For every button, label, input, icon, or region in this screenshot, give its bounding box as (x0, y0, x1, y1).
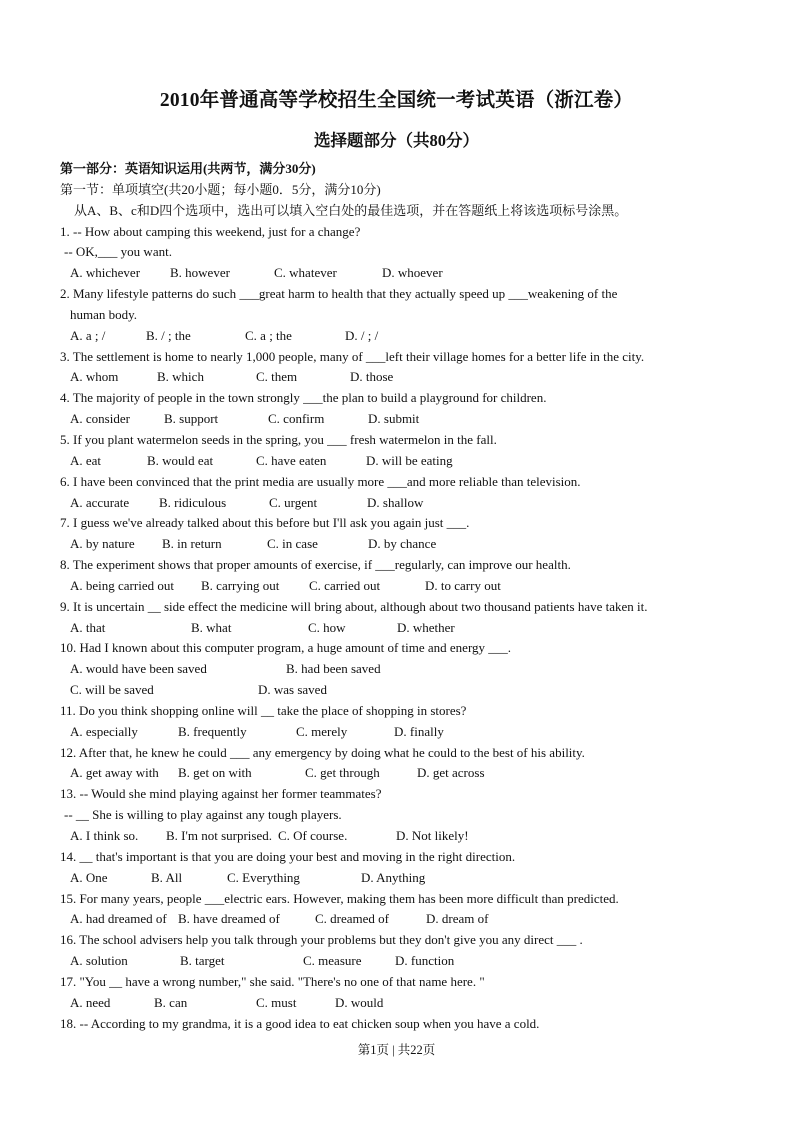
option-item: D. will be eating (366, 452, 453, 468)
option-item: B. frequently (178, 723, 247, 739)
option-row (60, 909, 750, 930)
option-item: C. urgent (269, 494, 318, 510)
question-stem: human body. (70, 306, 138, 322)
option-item: A. eat (70, 452, 102, 468)
option-item: A. accurate (70, 494, 130, 510)
option-item: D. would (335, 994, 384, 1010)
question-stem: 1. -- How about camping this weekend, just for a change? (60, 223, 361, 239)
option-item: B. ridiculous (159, 494, 227, 510)
option-item: C. a ; the (245, 327, 292, 343)
option-item: B. what (191, 619, 232, 635)
option-row (60, 493, 750, 514)
option-item: B. carrying out (201, 577, 280, 593)
page-subtitle: 选择题部分（共80分） (314, 131, 479, 150)
option-item: B. have dreamed of (178, 911, 280, 927)
option-item: A. would have been saved (70, 661, 207, 677)
option-row (60, 868, 750, 889)
section-heading: 第一部分：英语知识运用(共两节，满分30分) (60, 161, 316, 176)
option-item: B. / ; the (146, 327, 191, 343)
option-item: C. get through (305, 765, 380, 781)
option-item: C. have eaten (256, 452, 327, 468)
option-item: D. submit (368, 411, 420, 427)
option-item: D. / ; / (345, 327, 379, 343)
option-item: A. by nature (70, 536, 135, 552)
option-item: A. a ; / (70, 327, 106, 343)
option-item: D. whoever (382, 265, 443, 281)
question-stem: -- __ She is willing to play against any tough players. (64, 807, 342, 823)
question-stem: 6. I have been convinced that the print media are usually more ___and more reliable than television. (60, 473, 581, 489)
question-stem: 3. The settlement is home to nearly 1,000 people, many of ___left their village homes for a better life in the city. (60, 348, 645, 364)
option-row (60, 367, 750, 388)
option-row (60, 263, 750, 284)
option-item: A. consider (70, 411, 130, 427)
question-stem: 9. It is uncertain __ side effect the medicine will bring about, although about two thousand patients have taken it. (60, 598, 648, 614)
option-item: C. merely (296, 723, 348, 739)
subsection-heading: 第一节：单项填空(共20小题；每小题0．5分，满分10分) (60, 181, 381, 197)
questions-container (60, 222, 750, 1035)
option-item: D. shallow (367, 494, 424, 510)
option-row (60, 576, 750, 597)
question-stem: 8. The experiment shows that proper amounts of exercise, if ___regularly, can improve our health. (60, 557, 571, 573)
option-item: B. can (154, 994, 188, 1010)
option-item: B. in return (162, 536, 222, 552)
option-item: B. I'm not surprised. (166, 828, 272, 843)
option-item: A. whom (70, 369, 119, 385)
option-row (60, 659, 750, 680)
question-stem: 10. Had I known about this computer program, a huge amount of time and energy ___. (60, 640, 512, 656)
option-item: B. however (170, 265, 230, 281)
option-item: B. had been saved (286, 661, 381, 677)
option-item: B. target (180, 953, 225, 969)
question-stem: 17. "You __ have a wrong number," she said. "There's no one of that name here. " (60, 973, 485, 989)
option-item: C. confirm (268, 411, 325, 427)
option-item: A. had dreamed of (70, 911, 167, 927)
question-stem: 5. If you plant watermelon seeds in the spring, you ___ fresh watermelon in the fall. (60, 431, 497, 447)
option-row (60, 722, 750, 743)
option-item: B. would eat (147, 452, 214, 468)
option-item: C. measure (303, 953, 362, 969)
option-item: A. get away with (70, 765, 159, 781)
option-row (60, 680, 750, 701)
option-row (60, 326, 750, 347)
option-item: C. dreamed of (315, 911, 390, 927)
page-footer: 第1页 | 共22页 (357, 1043, 436, 1057)
option-item: A. One (70, 869, 108, 885)
option-item: C. must (256, 994, 297, 1010)
question-stem: 2. Many lifestyle patterns do such ___great harm to health that they actually speed up ___weakening of the (60, 286, 618, 302)
option-row (60, 451, 750, 472)
option-item: D. whether (397, 619, 455, 635)
option-item: A. especially (70, 723, 138, 739)
option-item: D. Not likely! (396, 828, 469, 843)
option-row (60, 951, 750, 972)
question-stem: 16. The school advisers help you talk through your problems but they don't give you any direct ___ . (60, 932, 583, 948)
question-stem: 13. -- Would she mind playing against her former teammates? (60, 786, 382, 802)
option-row (60, 993, 750, 1014)
option-item: D. finally (394, 723, 444, 739)
option-item: D. to carry out (425, 577, 501, 593)
option-row (60, 534, 750, 555)
option-item: C. carried out (309, 577, 381, 593)
option-item: C. will be saved (70, 682, 154, 698)
option-item: A. need (70, 994, 111, 1010)
option-item: C. in case (267, 536, 318, 552)
option-item: D. dream of (426, 911, 489, 927)
question-stem: -- OK,___ you want. (64, 244, 172, 260)
option-item: C. whatever (274, 265, 337, 281)
option-item: A. I think so. (70, 828, 139, 843)
option-row (60, 826, 750, 847)
option-item: B. support (164, 411, 219, 427)
option-item: D. by chance (368, 536, 437, 552)
option-item: A. whichever (70, 265, 141, 281)
option-item: B. get on with (178, 765, 252, 781)
option-row (60, 618, 750, 639)
option-item: A. solution (70, 953, 128, 969)
option-row (60, 409, 750, 430)
option-item: C. how (308, 619, 346, 635)
option-item: C. Of course. (278, 828, 348, 843)
option-item: B. All (151, 869, 183, 885)
option-item: D. get across (417, 765, 485, 781)
option-item: D. Anything (361, 869, 426, 885)
question-stem: 12. After that, he knew he could ___ any emergency by doing what he could to the best of his ability. (60, 744, 585, 760)
question-stem: 15. For many years, people ___electric ears. However, making them has been more difficult than predicted. (60, 890, 619, 906)
question-stem: 14. __ that's important is that you are doing your best and moving in the right direction. (60, 848, 516, 864)
question-stem: 11. Do you think shopping online will __ take the place of shopping in stores? (60, 702, 467, 718)
instruction-text: 从A、B、c和D四个选项中，选出可以填入空白处的最佳选项，并在答题纸上将该选项标号涂黑。 (74, 202, 628, 218)
option-item: D. was saved (258, 682, 327, 698)
page-title: 2010年普通高等学校招生全国统一考试英语（浙江卷） (159, 90, 634, 111)
option-item: C. them (256, 369, 298, 385)
question-list (60, 159, 750, 1034)
option-item: D. function (395, 953, 455, 969)
question-stem: 7. I guess we've already talked about this before but I'll ask you again just ___. (60, 515, 470, 531)
option-item: B. which (157, 369, 204, 385)
option-item: A. being carried out (70, 577, 174, 593)
question-stem: 4. The majority of people in the town strongly ___the plan to build a playground for children. (60, 390, 547, 406)
option-item: D. those (350, 369, 394, 385)
option-item: C. Everything (227, 869, 300, 885)
option-row (60, 763, 750, 784)
question-stem: 18. -- According to my grandma, it is a good idea to eat chicken soup when you have a cold. (60, 1015, 540, 1031)
option-item: A. that (70, 619, 106, 635)
